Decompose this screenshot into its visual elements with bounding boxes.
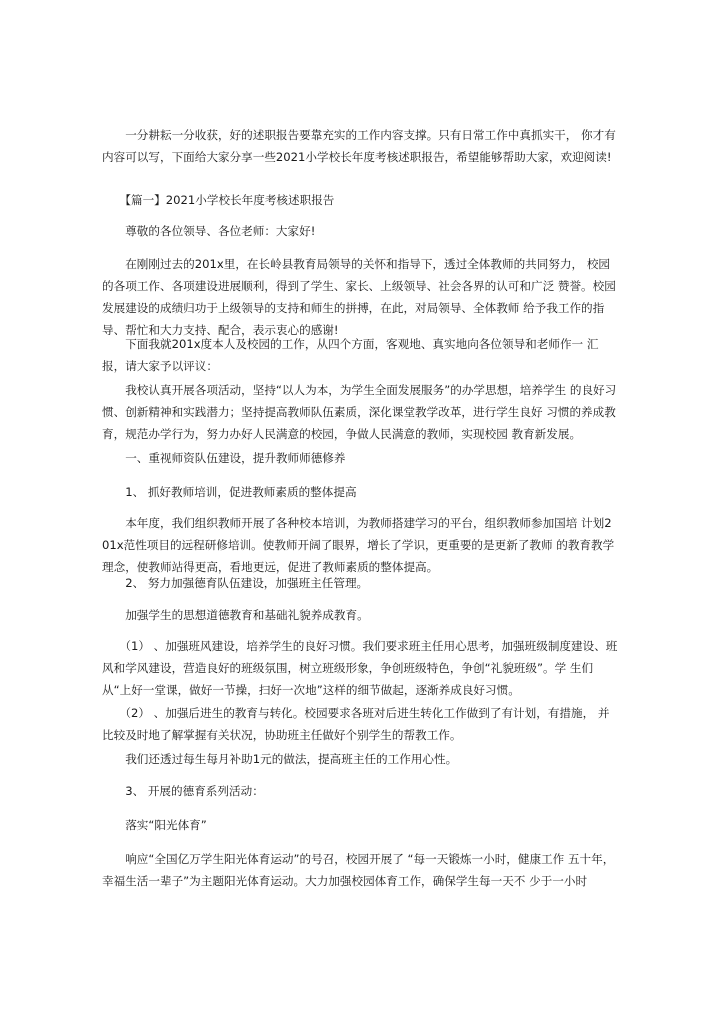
subsection-heading: 2、 努力加强德育队伍建设，加强班主任管理。 bbox=[102, 576, 369, 590]
body-paragraph: 我校认真开展各项活动，坚持“以人为本，为学生全面发展服务”的办学思想，培养学生 的良好习惯、创新精神和实践潜力；坚持提高教师队伍素质，深化课堂教学改革，进行学生良好 习惯的养成教育，规范办学行为，努力办好人民满意的校园，争做人民满意的教师，实现校园 教育新发展。 bbox=[102, 383, 617, 441]
body-paragraph: 响应“全国亿万学生阳光体育运动”的号召，校园开展了 “每一天锻炼一小时，健康工作 五十年，幸福生活一辈子”为主题阳光体育运动。大力加强校园体育工作，确保学生每一天不 少于一小时 bbox=[102, 852, 615, 888]
greeting: 尊敬的各位领导、各位老师：大家好! bbox=[102, 224, 316, 238]
subsection-heading: 一、重视师资队伍建设，提升教师师德修养 bbox=[102, 451, 346, 465]
section-heading: 【篇一】2021小学校长年度考核述职报告 bbox=[102, 193, 335, 207]
body-paragraph: 我们还透过每生每月补助1元的做法，提高班主任的工作用心性。 bbox=[102, 752, 458, 766]
body-paragraph: 下面我就201x度本人及校园的工作，从四个方面，客观地、真实地向各位领导和老师作一 汇报，请大家予以评议： bbox=[102, 337, 599, 373]
body-paragraph: （2） 、加强后进生的教育与转化。校园要求各班对后进生转化工作做到了有计划，有措施， 并比较及时地了解掌握有关状况，协助班主任做好个别学生的帮教工作。 bbox=[102, 706, 610, 742]
body-paragraph: 加强学生的思想道德教育和基础礼貌养成教育。 bbox=[102, 608, 369, 622]
body-paragraph: （1） 、加强班风建设，培养学生的良好习惯。我们要求班主任用心思考，加强班级制度建设、班风和学风建设，营造良好的班级氛围，树立班级形象，争创班级特色，争创“礼貌班级”。学 生们从“上好一堂课，做好一节操，扫好一次地”这样的细节做起，逐渐养成良好习惯。 bbox=[102, 639, 618, 697]
intro-paragraph: 一分耕耘一分收获，好的述职报告要靠充实的工作内容支撑。只有日常工作中真抓实干， 你才有内容可以写，下面给大家分享一些2021小学校长年度考核述职报告，希望能够帮助大家，欢迎阅读! bbox=[102, 128, 616, 164]
body-paragraph: 在刚刚过去的201x里，在长岭县教育局领导的关怀和指导下，透过全体教师的共同努力， 校园的各项工作、各项建设进展顺利，得到了学生、家长、上级领导、社会各界的认可和广泛 赞誉。校园发展建设的成绩归功于上级领导的支持和师生的拼搏，在此，对局领导、全体教师 给予我工作的指导、帮忙和大力支持、配合，表示衷心的感谢! bbox=[102, 257, 616, 337]
subsection-heading: 1、 抓好教师培训，促进教师素质的整体提高 bbox=[102, 485, 357, 499]
subsection-heading: 落实“阳光体育” bbox=[102, 818, 207, 832]
subsection-heading: 3、 开展的德育系列活动： bbox=[102, 784, 264, 798]
body-paragraph: 本年度，我们组织教师开展了各种校本培训，为教师搭建学习的平台，组织教师参加国培 计划201x范性项目的远程研修培训。使教师开阔了眼界，增长了学识，更重要的是更新了教师 的教育教学理念，使教师站得更高，看地更远，促进了教师素质的整体提高。 bbox=[102, 516, 615, 574]
